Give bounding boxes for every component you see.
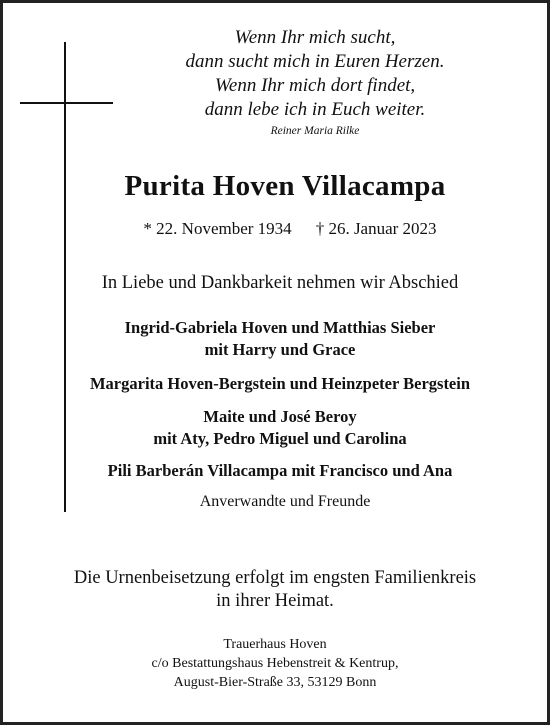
- burial-line: in ihrer Heimat.: [216, 591, 334, 611]
- mourner-group: [20, 460, 540, 482]
- burial-line: Die Urnenbeisetzung erfolgt im engsten Familienkreis: [73, 568, 477, 588]
- mourner-group: [20, 317, 540, 361]
- deceased-name: Purita Hoven Villacampa: [124, 170, 446, 202]
- mourner-line: mit Harry und Grace: [204, 340, 356, 359]
- birth-date: * 22. November 1934: [143, 219, 292, 238]
- death-date: † 26. Januar 2023: [315, 219, 437, 238]
- poem: [95, 26, 535, 139]
- farewell-intro: In Liebe und Dankbarkeit nehmen wir Abschied: [101, 273, 459, 293]
- address-line: c/o Bestattungshaus Hebenstreit & Kentrup,: [151, 656, 399, 671]
- address-line: August-Bier-Straße 33, 53129 Bonn: [173, 675, 377, 690]
- poem-line: dann lebe ich in Euch weiter.: [204, 99, 426, 120]
- life-dates: [60, 219, 520, 239]
- relatives-line: Anverwandte und Freunde: [199, 493, 371, 510]
- mourning-house-address: [0, 635, 550, 692]
- mourner-line: Margarita Hoven-Bergstein und Heinzpeter Bergstein: [89, 374, 471, 393]
- poem-line: Wenn Ihr mich sucht,: [234, 27, 396, 48]
- burial-notice: [0, 567, 550, 613]
- address-line: Trauerhaus Hoven: [223, 637, 327, 652]
- mourner-line: Pili Barberán Villacampa mit Francisco und Ana: [107, 461, 453, 480]
- mourner-group: [20, 406, 540, 450]
- mourner-group: [20, 373, 540, 395]
- poem-line: dann sucht mich in Euren Herzen.: [185, 51, 445, 72]
- mourner-line: Ingrid-Gabriela Hoven und Matthias Sieber: [124, 318, 436, 337]
- mourner-line: mit Aty, Pedro Miguel und Carolina: [153, 429, 407, 448]
- poem-line: Wenn Ihr mich dort findet,: [214, 75, 416, 96]
- poem-author: Reiner Maria Rilke: [270, 125, 360, 137]
- mourner-line: Maite und José Beroy: [203, 407, 357, 426]
